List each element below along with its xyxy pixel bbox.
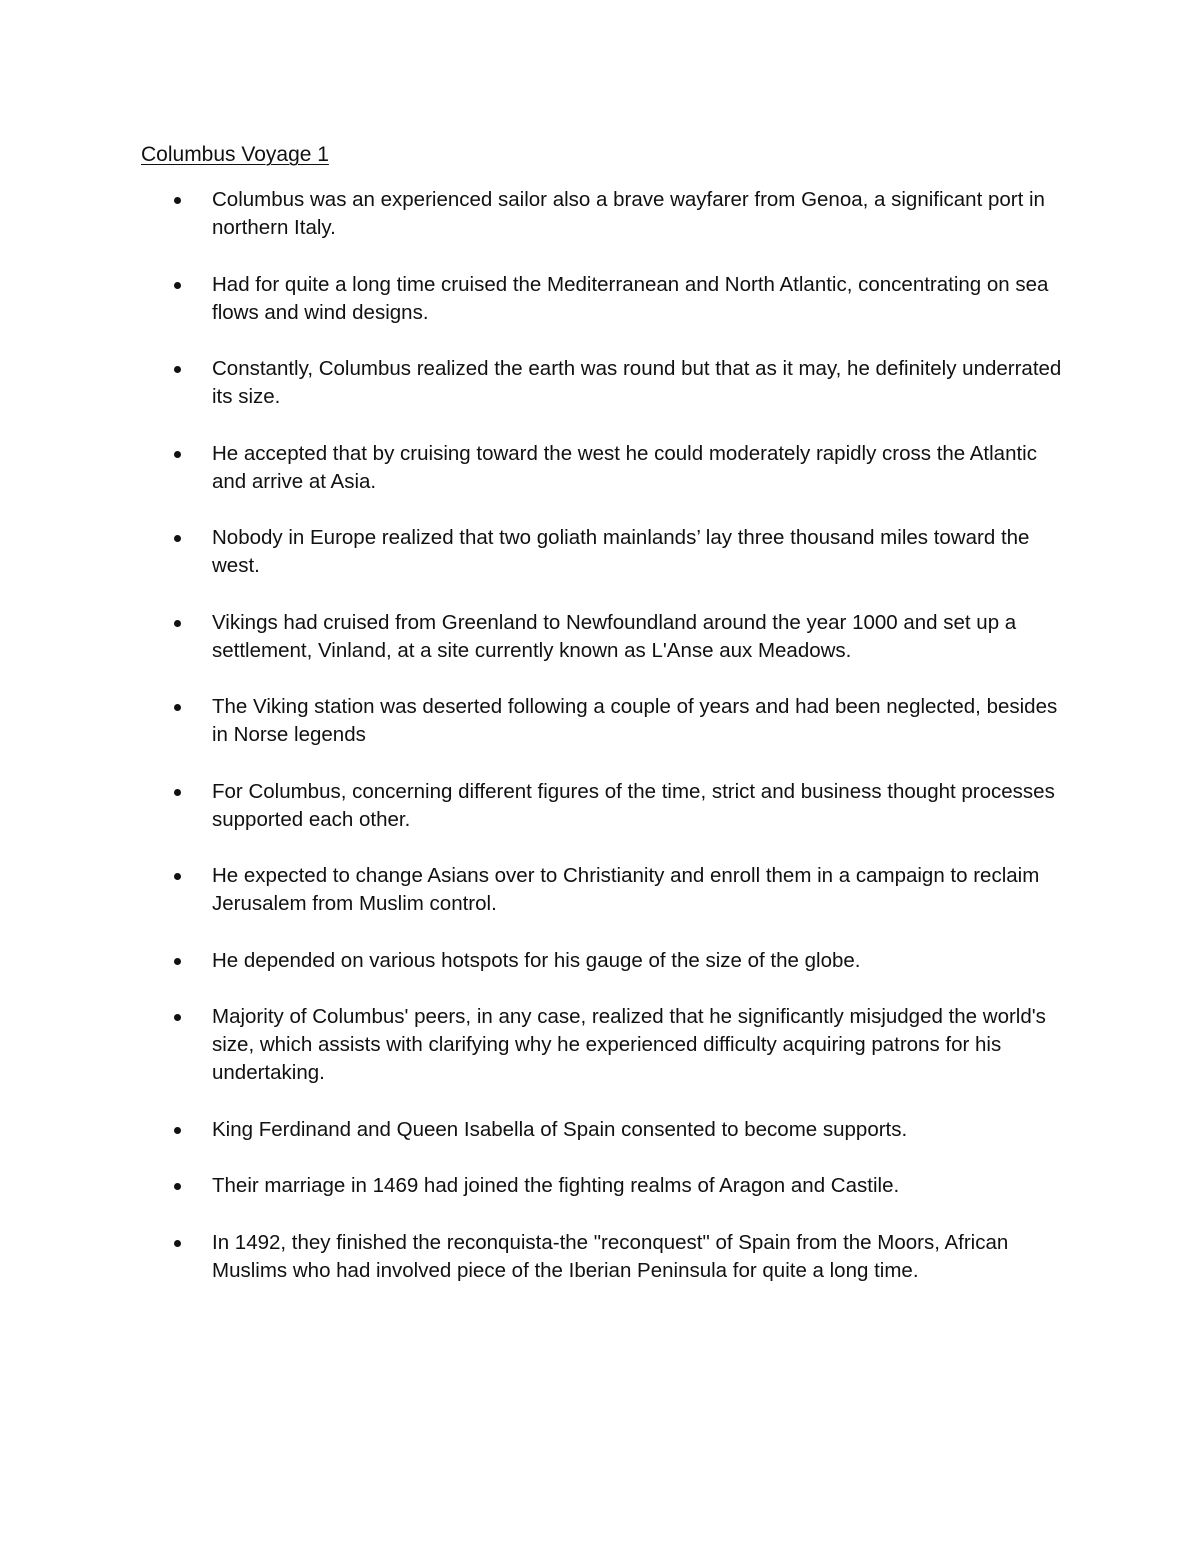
list-item	[0, 355, 1072, 411]
list-item-text: The Viking station was deserted following a couple of years and had been neglected, besides in Norse legends	[212, 695, 1058, 746]
bullet-icon	[174, 958, 181, 965]
list-item-text: He accepted that by cruising toward the west he could moderately rapidly cross the Atlantic and arrive at Asia.	[212, 441, 1037, 493]
list-item-text: King Ferdinand and Queen Isabella of Spain consented to become supports.	[212, 1117, 908, 1141]
bullet-icon	[174, 1183, 181, 1190]
list-item	[0, 1003, 1072, 1087]
list-item	[0, 186, 1072, 242]
bullet-list	[0, 186, 1200, 1313]
list-item-text: In 1492, they finished the reconquista-the "reconquest" of Spain from the Moors, African Muslims who had involved piece of the Iberian Peninsula for quite a long time.	[212, 1230, 1009, 1282]
bullet-icon	[174, 197, 181, 204]
bullet-icon	[174, 620, 181, 627]
bullet-icon	[174, 1240, 181, 1247]
bullet-icon	[174, 451, 181, 458]
list-item-text: Columbus was an experienced sailor also a brave wayfarer from Genoa, a significant port in northern Italy.	[212, 188, 1045, 239]
list-item	[0, 271, 1072, 327]
bullet-icon	[174, 366, 181, 373]
list-item	[0, 693, 1072, 749]
list-item	[0, 947, 1072, 975]
list-item-text: Their marriage in 1469 had joined the fighting realms of Aragon and Castile.	[212, 1174, 900, 1197]
bullet-icon	[174, 535, 181, 542]
list-item-text: Nobody in Europe realized that two goliath mainlands’ lay three thousand miles toward the west.	[212, 526, 1030, 577]
list-item	[0, 1229, 1072, 1285]
document-title: Columbus Voyage 1	[141, 143, 329, 166]
list-item-text: Had for quite a long time cruised the Mediterranean and North Atlantic, concentrating on sea flows and wind designs.	[212, 272, 1049, 324]
list-item-text: Vikings had cruised from Greenland to Newfoundland around the year 1000 and set up a settlement, Vinland, at a site currently known as L'Anse aux Meadows.	[212, 610, 1017, 662]
list-item	[0, 862, 1072, 918]
bullet-icon	[174, 1014, 181, 1021]
list-item-text: Constantly, Columbus realized the earth was round but that as it may, he definitely underrated its size.	[212, 357, 1062, 408]
list-item-text: He expected to change Asians over to Christianity and enroll them in a campaign to reclaim Jerusalem from Muslim control.	[212, 864, 1040, 915]
list-item-text: For Columbus, concerning different figures of the time, strict and business thought processes supported each other.	[212, 779, 1055, 831]
bullet-icon	[174, 282, 181, 289]
list-item	[0, 609, 1072, 665]
list-item	[0, 440, 1072, 496]
bullet-icon	[174, 789, 181, 796]
bullet-icon	[174, 704, 181, 711]
bullet-icon	[174, 873, 181, 880]
list-item	[0, 778, 1072, 834]
list-item	[0, 1116, 1072, 1144]
list-item	[0, 1172, 1072, 1200]
list-item-text: Majority of Columbus' peers, in any case, realized that he significantly misjudged the world's size, which assists with clarifying why he experienced difficulty acquiring patrons for his undertaking.	[212, 1005, 1046, 1084]
list-item	[0, 524, 1072, 580]
bullet-icon	[174, 1127, 181, 1134]
list-item-text: He depended on various hotspots for his gauge of the size of the globe.	[212, 948, 861, 972]
